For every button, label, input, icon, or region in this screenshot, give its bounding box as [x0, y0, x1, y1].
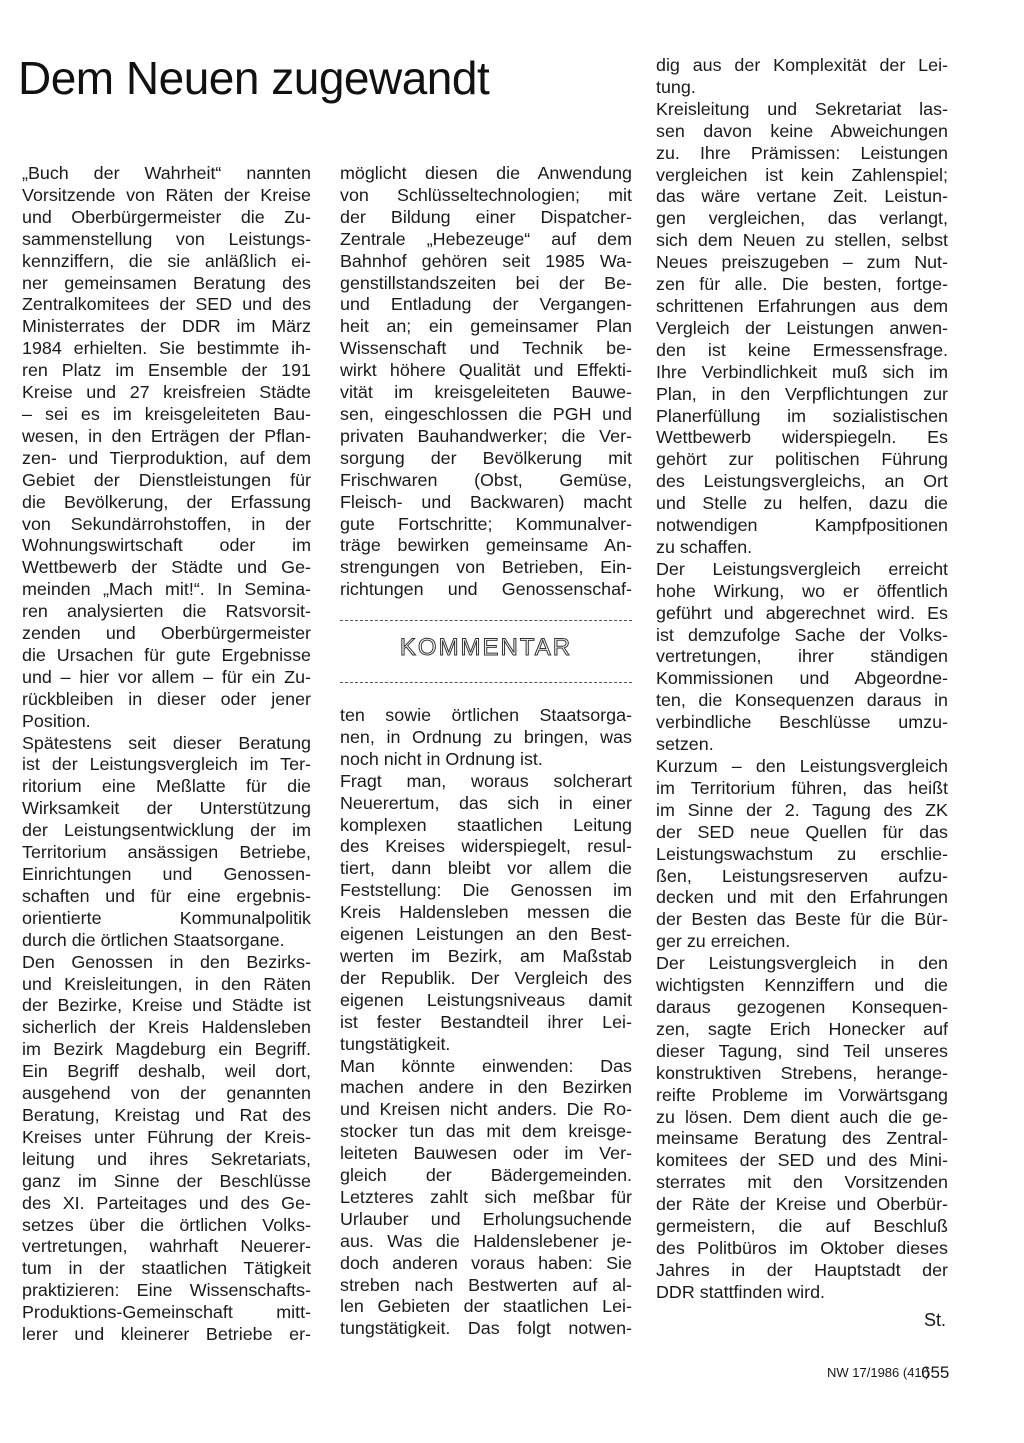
text-line: zenden und Oberbürgermeister: [22, 623, 311, 644]
column-2-bottom: [340, 705, 632, 1340]
text-line: „Buch der Wahrheit“ nannten: [22, 163, 311, 183]
text-line: streben nach Bestwerten auf al-: [340, 1274, 632, 1295]
text-line: Der Leistungsvergleich in den: [656, 953, 948, 974]
text-line: doch anderen voraus haben: Sie: [340, 1252, 632, 1273]
page-number: 655: [921, 1363, 950, 1382]
text-line: ßen, Leistungsreserven aufzu-: [656, 865, 948, 886]
text-line: schrittenen Erfahrungen aus dem: [656, 295, 948, 316]
text-line: Leistungswachstum zu erschlie-: [656, 843, 948, 864]
text-line: germeistern, die auf Beschluß: [656, 1216, 948, 1237]
text-line: ner gemeinsamen Beratung des: [22, 272, 311, 293]
text-line: vertretungen, wahrhaft Neuerer-: [22, 1236, 311, 1257]
text-line: und Kreisleitungen, in den Räten: [22, 973, 311, 994]
text-line: lerer und kleinerer Betriebe er-: [22, 1324, 311, 1345]
text-line: der Bildung einer Dispatcher-: [340, 206, 632, 227]
text-line: nen, in Ordnung zu bringen, was: [340, 726, 632, 747]
text-line: setzen.: [656, 734, 714, 755]
text-line: Wohnungswirtschaft oder im: [22, 535, 311, 556]
text-line: des Leistungsvergleichs, an Ort: [656, 471, 948, 492]
text-line: – sei es im kreisgeleiteten Bau-: [22, 403, 311, 424]
text-line: zen für alle. Die besten, fortge-: [656, 274, 948, 295]
text-line: ritorium eine Meßlatte für die: [22, 776, 311, 797]
text-line: tiert, dann bleibt vor allem die: [340, 858, 632, 879]
text-line: Spätestens seit dieser Beratung: [22, 732, 311, 753]
text-line: tum in der staatlichen Tätigkeit: [22, 1258, 311, 1279]
kommentar-box: [340, 618, 632, 684]
text-line: machen andere in den Bezirken: [340, 1077, 632, 1098]
text-line: Feststellung: Die Genossen im: [340, 880, 632, 901]
text-line: daraus gezogenen Konsequen-: [656, 996, 948, 1017]
text-line: ten, die Konsequenzen daraus in: [656, 690, 948, 711]
text-line: privaten Bauhandwerker; die Ver-: [340, 425, 632, 446]
text-line: sicherlich der Kreis Haldensleben: [22, 1017, 311, 1038]
text-line: im Territorium führen, das heißt: [656, 777, 948, 798]
text-line: eigenen Leistungen an den Best-: [340, 924, 632, 945]
text-line: der Besten das Beste für die Bür-: [656, 909, 948, 930]
text-line: ist fester Bestandteil ihrer Lei-: [340, 1011, 632, 1032]
text-line: Fleisch- und Backwaren) macht: [340, 491, 632, 512]
text-line: Produktions-Gemeinschaft mitt-: [22, 1302, 311, 1323]
text-line: Urlauber und Erholungsuchende: [340, 1208, 632, 1229]
text-line: Wirksamkeit der Unterstützung: [22, 798, 311, 819]
text-line: wesen, in den Erträgen der Pflan-: [22, 425, 311, 446]
text-line: des Kreises widerspiegelt, resul-: [340, 836, 632, 857]
text-line: decken und mit den Erfahrungen: [656, 887, 948, 908]
text-line: Planerfüllung im sozialistischen: [656, 405, 948, 426]
text-line: rückbleiben in dieser oder jener: [22, 688, 311, 709]
text-line: Ein Begriff deshalb, weil dort,: [22, 1061, 311, 1082]
text-line: Zentrale „Hebezeuge“ auf dem: [340, 228, 632, 249]
text-line: ganz im Sinne der Beschlüsse: [22, 1170, 311, 1191]
text-line: Kreise und 27 kreisfreien Städte: [22, 382, 311, 403]
text-line: schaften und für eine ergebnis-: [22, 885, 311, 906]
text-line: genstillstandszeiten bei der Be-: [340, 272, 632, 293]
text-line: leiteten Bauwesen oder im Ver-: [340, 1143, 632, 1164]
text-line: gehört zur politischen Führung: [656, 449, 948, 470]
text-line: ren Platz im Ensemble der 191: [22, 360, 311, 381]
text-line: Fragt man, woraus solcherart: [340, 770, 632, 791]
text-line: Den Genossen in den Bezirks-: [22, 951, 311, 972]
text-line: sich dem Neuen zu stellen, selbst: [656, 230, 948, 251]
text-line: geführt und abgerechnet wird. Es: [656, 602, 948, 623]
kommentar-rule-bottom: [340, 682, 632, 683]
text-line: Vorsitzende von Räten der Kreise: [22, 184, 311, 205]
text-line: durch die örtlichen Staatsorgane.: [22, 929, 285, 950]
text-line: des Politbüros im Oktober dieses: [656, 1237, 948, 1258]
text-line: ist demzufolge Sache der Volks-: [656, 624, 948, 645]
text-line: und Entladung der Vergangen-: [340, 294, 632, 315]
text-line: Territorium ansässigen Betriebe,: [22, 842, 311, 863]
text-line: setzes über die örtlichen Volks-: [22, 1214, 311, 1235]
text-line: zu. Ihre Prämissen: Leistungen: [656, 142, 948, 163]
text-line: von Schlüsseltechnologien; mit: [340, 184, 632, 205]
text-line: träge bewirken gemeinsame An-: [340, 535, 632, 556]
text-line: im Sinne der 2. Tagung des ZK: [656, 799, 948, 820]
text-line: Plan, in den Verpflichtungen zur: [656, 383, 948, 404]
text-line: wirkt höhere Qualität und Effekti-: [340, 360, 632, 381]
text-line: len Gebieten der staatlichen Lei-: [340, 1296, 632, 1317]
text-line: den ist keine Ermessensfrage.: [656, 339, 948, 360]
kommentar-label: KOMMENTAR: [399, 634, 573, 661]
text-line: der Bezirke, Kreise und Städte ist: [22, 995, 311, 1016]
text-line: Gebiet der Dienstleistungen für: [22, 469, 311, 490]
text-line: leitung und ihres Sekretariats,: [22, 1148, 311, 1169]
text-line: orientierte Kommunalpolitik: [22, 907, 311, 928]
text-line: reifte Probleme im Vorwärtsgang: [656, 1084, 948, 1105]
text-line: sen, eingeschlossen die PGH und: [340, 403, 632, 424]
text-line: Wettbewerb widerspiegeln. Es: [656, 427, 948, 448]
text-line: gleich der Bädergemeinden.: [340, 1165, 632, 1186]
text-line: dig aus der Komplexität der Lei-: [656, 55, 948, 75]
text-line: im Bezirk Magdeburg ein Begriff.: [22, 1039, 311, 1060]
text-line: ist der Leistungsvergleich im Ter-: [22, 754, 311, 775]
text-line: stocker tun das mit dem kreisge-: [340, 1121, 632, 1142]
text-line: der Räte der Kreise und Oberbür-: [656, 1194, 948, 1215]
text-line: hohe Wirkung, wo er öffentlich: [656, 580, 948, 601]
text-line: meinsame Beratung des Zentral-: [656, 1128, 948, 1149]
text-line: vertretungen, ihrer ständigen: [656, 646, 948, 667]
text-line: und Oberbürgermeister die Zu-: [22, 206, 311, 227]
text-line: Neues preiszugeben – zum Nut-: [656, 252, 948, 273]
text-line: dieser Tagung, sind Teil unseres: [656, 1040, 948, 1061]
text-line: DDR stattfinden wird.: [656, 1281, 826, 1302]
column-3: [656, 55, 948, 1304]
text-line: Vergleich der Leistungen anwen-: [656, 317, 948, 338]
text-line: sorgung der Bevölkerung mit: [340, 447, 632, 468]
text-line: notwendigen Kampfpositionen: [656, 515, 948, 536]
text-line: 1984 erhielten. Sie bestimmte ih-: [22, 338, 311, 359]
text-line: werten im Bezirk, am Maßstab: [340, 945, 632, 966]
text-line: zen- und Tierproduktion, auf dem: [22, 447, 311, 468]
text-line: tungstätigkeit. Das folgt notwen-: [340, 1318, 632, 1339]
text-line: der Leistungsentwicklung der im: [22, 820, 311, 841]
text-line: von Sekundärrohstoffen, in der: [22, 513, 311, 534]
text-line: und Kreisen nicht anders. Die Ro-: [340, 1099, 632, 1120]
text-line: noch nicht in Ordnung ist.: [340, 748, 543, 769]
text-line: des XI. Parteitages und des Ge-: [22, 1192, 311, 1213]
text-line: Kreisleitung und Sekretariat las-: [656, 98, 948, 119]
text-line: Kreises unter Führung der Kreis-: [22, 1126, 311, 1147]
text-line: ger zu erreichen.: [656, 931, 791, 952]
text-line: gute Fortschritte; Kommunalver-: [340, 513, 632, 534]
text-line: Der Leistungsvergleich erreicht: [656, 558, 948, 579]
text-line: aus. Was die Haldenslebener je-: [340, 1230, 632, 1251]
text-line: sterrates mit den Vorsitzenden: [656, 1172, 948, 1193]
text-line: der Republik. Der Vergleich des: [340, 967, 632, 988]
text-line: Letzteres zahlt sich meßbar für: [340, 1186, 632, 1207]
article-title: Dem Neuen zugewandt: [18, 52, 490, 104]
text-line: und – hier vor allem – für ein Zu-: [22, 666, 311, 687]
text-line: Kreis Haldensleben messen die: [340, 902, 632, 923]
issue-footer: NW 17/1986 (41.): [827, 1365, 930, 1380]
text-line: gen vergleichen, das verlangt,: [656, 208, 948, 229]
text-line: Ihre Verbindlichkeit muß sich im: [656, 361, 948, 382]
text-line: Kurzum – den Leistungsvergleich: [656, 756, 948, 776]
text-line: tungstätigkeit.: [340, 1033, 451, 1054]
text-line: Position.: [22, 710, 91, 731]
text-line: zen, sagte Erich Honecker auf: [656, 1018, 948, 1039]
kommentar-rule-top: [340, 620, 632, 621]
text-line: möglicht diesen die Anwendung: [340, 163, 632, 183]
text-line: Kommissionen und Abgeordne-: [656, 668, 948, 689]
text-line: Neuerertum, das sich in einer: [340, 792, 632, 813]
text-line: das wäre vertane Zeit. Leistun-: [656, 186, 948, 207]
text-line: Man könnte einwenden: Das: [340, 1055, 632, 1076]
text-line: die Ursachen für gute Ergebnisse: [22, 644, 311, 665]
text-line: und Stelle zu helfen, dazu die: [656, 493, 948, 514]
text-line: praktizieren: Eine Wissenschafts-: [22, 1280, 311, 1301]
text-line: die Bevölkerung, der Erfassung: [22, 491, 311, 512]
text-line: zu schaffen.: [656, 536, 753, 557]
text-line: heit an; ein gemeinsamer Plan: [340, 316, 632, 337]
author-signature: St.: [924, 1310, 947, 1330]
text-line: ausgehend von der genannten: [22, 1083, 311, 1104]
text-line: kennziffern, die sie anläßlich ei-: [22, 250, 311, 271]
text-line: der SED neue Quellen für das: [656, 821, 948, 842]
text-line: strengungen von Betrieben, Ein-: [340, 557, 632, 578]
text-line: eigenen Leistungsniveaus damit: [340, 989, 632, 1010]
text-line: ren analysierten die Ratsvorsit-: [22, 601, 311, 622]
text-line: Ministerrates der DDR im März: [22, 316, 311, 337]
text-line: vergleichen ist kein Zahlenspiel;: [656, 164, 948, 185]
text-line: Wettbewerb der Städte und Ge-: [22, 557, 311, 578]
text-line: Zentralkomitees der SED und des: [22, 294, 311, 315]
text-line: Jahres in der Hauptstadt der: [656, 1259, 948, 1280]
text-line: zu lösen. Dem dient auch die ge-: [656, 1106, 948, 1127]
text-line: komplexen staatlichen Leitung: [340, 814, 632, 835]
text-line: wichtigsten Kennziffern und die: [656, 975, 948, 996]
text-line: meinden „Mach mit!“. In Semina-: [22, 579, 311, 600]
text-line: richtungen und Genossenschaf-: [340, 579, 632, 600]
column-1: [22, 163, 311, 1346]
text-line: tung.: [656, 76, 696, 97]
text-line: konstruktiven Strebens, herange-: [656, 1062, 948, 1083]
text-line: Einrichtungen und Genossen-: [22, 864, 311, 884]
text-line: Wissenschaft und Technik be-: [340, 338, 632, 359]
text-line: sammenstellung von Leistungs-: [22, 228, 311, 249]
text-line: sen davon keine Abweichungen: [656, 120, 948, 141]
text-line: Bahnhof gehören seit 1985 Wa-: [340, 250, 632, 271]
text-line: Beratung, Kreistag und Rat des: [22, 1104, 311, 1125]
text-line: ten sowie örtlichen Staatsorga-: [340, 705, 632, 725]
text-line: Frischwaren (Obst, Gemüse,: [340, 469, 632, 490]
text-line: verbindliche Beschlüsse umzu-: [656, 712, 948, 733]
column-2-top: [340, 163, 632, 601]
text-line: vität im kreisgeleiteten Bauwe-: [340, 382, 632, 403]
text-line: komitees der SED und des Mini-: [656, 1150, 948, 1171]
